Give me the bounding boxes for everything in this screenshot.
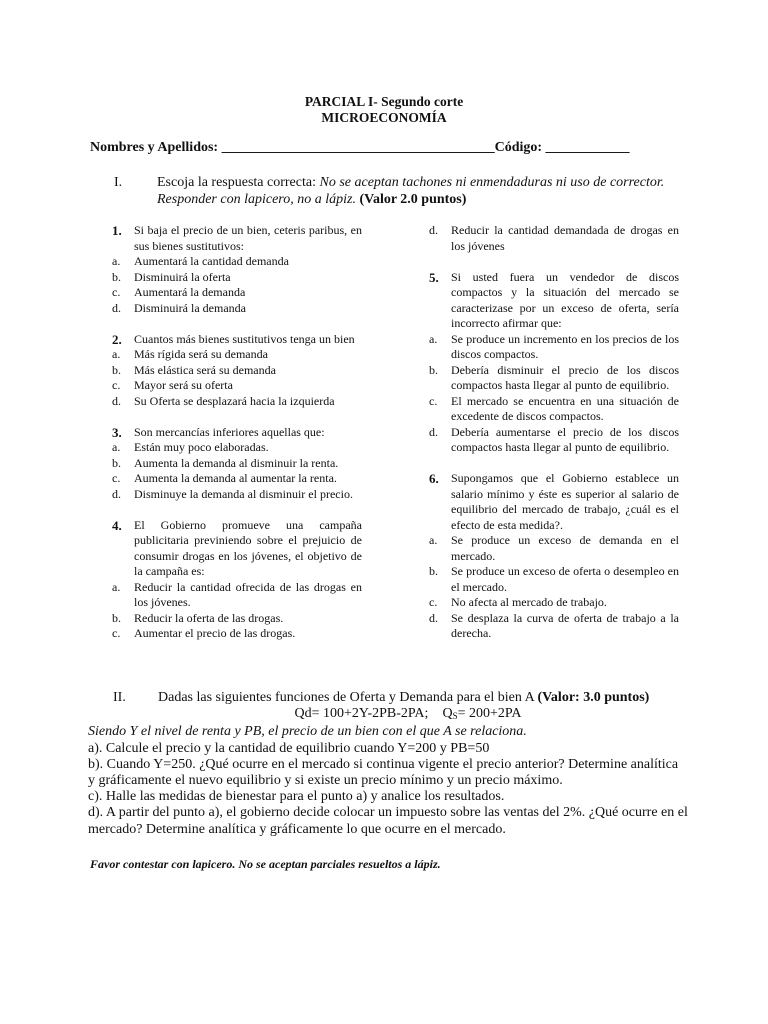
option: b. Reducir la oferta de las drogas.: [112, 610, 284, 625]
question-text: Si baja el precio de un bien, ceteris paribus, en sus bienes sustitutivos:: [134, 223, 362, 253]
section1-numeral: I.: [114, 175, 123, 190]
supply-equation: $Q_S= 200+2PA$: [442, 706, 522, 722]
option: b. Aumenta la demanda al disminuir la renta.: [112, 455, 339, 470]
question-6: [429, 471, 679, 533]
section2-note: Siendo Y el nivel de renta y PB, el precio de un bien con el que A se relaciona.: [88, 724, 527, 740]
option: a. Se produce un exceso de demanda en el mercado.: [429, 533, 679, 563]
question-text: Cuantos más bienes sustitutivos tenga un bien: [134, 331, 355, 346]
item-a: a). Calcule el precio y la cantidad de equilibrio cuando Y=200 y PB=50: [88, 740, 490, 756]
option: d. Su Oferta se desplazará hacia la izquierda: [112, 393, 335, 408]
footer-note: Favor contestar con lapicero. No se aceptan parciales resueltos a lápiz.: [90, 857, 441, 871]
section2-value: (Valor: 3.0 puntos): [537, 690, 650, 705]
question-number: 1.: [112, 223, 122, 238]
question-number: 2.: [112, 331, 122, 347]
option: c. Aumentar el precio de las drogas.: [112, 626, 296, 640]
demand-equation: Qd= 100+2Y-2PB-2PA;: [294, 706, 429, 722]
question-text: El Gobierno promueve una campaña publicitaria previniendo sobre el prejuicio de consumir drogas en los jóvenes, el objetivo de la campaña es:: [134, 517, 362, 578]
question-text: Son mercancías inferiores aquellas que:: [134, 424, 325, 439]
section2-heading: [88, 690, 688, 706]
name-code-line: [90, 140, 630, 156]
item-c: c). Halle las medidas de bienestar para el punto a) y analice los resultados.: [88, 789, 505, 805]
option: d. Debería aumentarse el precio de los discos compactos hasta llegar al punto de equilibrio.: [429, 424, 679, 454]
exam-title: PARCIAL I- Segundo corte: [304, 94, 464, 109]
name-blank: _______________________________________: [221, 140, 495, 155]
option: b. Más elástica será su demanda: [112, 362, 276, 377]
item-d: d). A partir del punto a), el gobierno decide colocar un impuesto sobre las ventas del 2%. ¿Qué ocurre en el mercado? Determine analítica y gráficamente lo que ocurre en el mercado.: [88, 805, 688, 837]
option: a. Se produce un incremento en los precios de los discos compactos.: [429, 331, 679, 361]
option: b. Debería disminuir el precio de los discos compactos hasta llegar al punto de equilibrio.: [429, 362, 679, 392]
question-1: [112, 223, 362, 254]
question-text: Supongamos que el Gobierno establece un salario mínimo y éste es superior al salario de equilibrio del mercado de trabajo, ¿cuál es el efecto de esta medida?.: [451, 471, 679, 532]
option: d. Reducir la cantidad demandada de drogas en los jóvenes: [429, 223, 679, 253]
instruction-italic: No se aceptan tachones ni enmendaduras ni uso de corrector. Responder con lapicero, no a lápiz.: [157, 175, 665, 207]
option: b. Se produce un exceso de oferta o desempleo en el mercado.: [429, 564, 679, 594]
option: a. Reducir la cantidad ofrecida de las drogas en los jóvenes.: [112, 579, 362, 609]
question-number: 5.: [429, 269, 439, 285]
section2: [88, 690, 688, 838]
section2-numeral: II.: [113, 690, 126, 705]
item-b: b). Cuando Y=250. ¿Qué ocurre en el mercado si continua vigente el precio anterior? Determine analítica y gráficamente el nuevo equilibrio y si existe un precio mínimo y un precio máximo.: [88, 756, 679, 789]
question-text: Si usted fuera un vendedor de discos compactos y la situación del mercado se caracterizase por un exceso de oferta, sería incorrecto afirmar que:: [451, 269, 679, 330]
option: c. Mayor será su oferta: [112, 378, 233, 392]
questions-left-column: [112, 223, 362, 642]
code-label: Código:: [494, 140, 546, 155]
questions-right-column: [429, 223, 679, 642]
instruction-plain: Escoja la respuesta correcta:: [157, 175, 320, 190]
option: d. Disminuirá la demanda: [112, 300, 246, 315]
subject-title: MICROECONOMÍA: [321, 110, 447, 125]
section1-value: (Valor 2.0 puntos): [359, 192, 467, 207]
option: a. Aumentará la cantidad demanda: [112, 254, 289, 268]
option: b. Disminuirá la oferta: [112, 269, 231, 284]
section2-intro: Dadas las siguientes funciones de Oferta y Demanda para el bien A: [158, 690, 538, 705]
question-5: [429, 270, 679, 332]
equations: [88, 706, 688, 724]
name-label: Nombres y Apellidos:: [90, 140, 222, 155]
option: a. Están muy poco elaboradas.: [112, 440, 269, 454]
option: d. Se desplaza la curva de oferta de trabajo a la derecha.: [429, 610, 679, 640]
code-blank: ____________: [545, 140, 630, 155]
option: c. Aumentará la demanda: [112, 285, 246, 299]
option: a. Más rígida será su demanda: [112, 347, 268, 361]
option: d. Disminuye la demanda al disminuir el precio.: [112, 486, 353, 501]
question-number: 4.: [112, 517, 122, 533]
section1-instruction: [157, 174, 677, 208]
option: c. El mercado se encuentra en una situación de excedente de discos compactos.: [429, 393, 679, 423]
question-3: [112, 425, 362, 441]
option: c. Aumenta la demanda al aumentar la renta.: [112, 471, 337, 485]
question-4: [112, 518, 362, 580]
question-2: [112, 332, 362, 348]
question-number: 3.: [112, 424, 122, 440]
option: c. No afecta al mercado de trabajo.: [429, 595, 607, 609]
question-number: 6.: [429, 471, 439, 486]
